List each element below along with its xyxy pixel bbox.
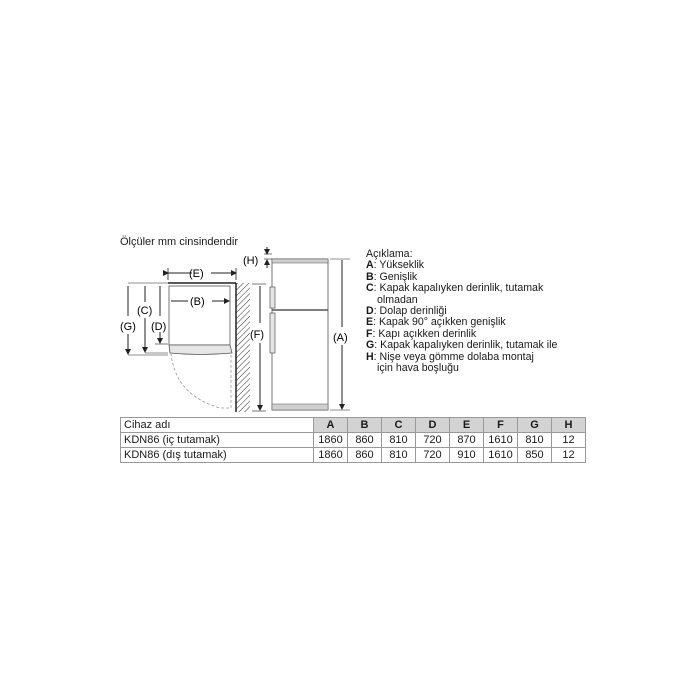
legend-item-c: C : Kapak kapalıyken derinlik, tutamak bbox=[366, 282, 544, 295]
header-h: H bbox=[552, 418, 586, 433]
table-row bbox=[121, 448, 586, 463]
cell-device-name: KDN86 (dış tutamak) bbox=[121, 448, 314, 463]
cell-b: 860 bbox=[348, 448, 382, 463]
legend-item-g: G : Kapak kapalıyken derinlik, tutamak ile bbox=[366, 339, 558, 352]
cell-g: 810 bbox=[518, 433, 552, 448]
cell-e: 870 bbox=[450, 433, 484, 448]
label-e: (E) bbox=[189, 268, 204, 280]
cell-c: 810 bbox=[382, 448, 416, 463]
legend-item-b: B : Genişlik bbox=[366, 270, 418, 283]
legend-item-h: H : Nişe veya gömme dolaba montaj bbox=[366, 350, 534, 363]
header-g: G bbox=[518, 418, 552, 433]
header-c: C bbox=[382, 418, 416, 433]
header-f: F bbox=[484, 418, 518, 433]
cell-c: 810 bbox=[382, 433, 416, 448]
cell-h: 12 bbox=[552, 448, 586, 463]
cell-h: 12 bbox=[552, 433, 586, 448]
table-header-row bbox=[121, 418, 586, 433]
legend-item-f: F : Kapı açıkken derinlik bbox=[366, 327, 477, 340]
cell-f: 1610 bbox=[484, 448, 518, 463]
label-b: (B) bbox=[190, 296, 205, 308]
cell-f: 1610 bbox=[484, 433, 518, 448]
units-note: Ölçüler mm cinsindendir bbox=[120, 236, 238, 248]
label-h: (H) bbox=[243, 255, 259, 267]
cell-device-name: KDN86 (iç tutamak) bbox=[121, 433, 314, 448]
legend-item-e: E : Kapak 90° açıkken genişlik bbox=[366, 316, 506, 329]
cell-a: 1860 bbox=[314, 433, 348, 448]
legend-item-a: A : Yükseklik bbox=[366, 259, 425, 272]
header-b: B bbox=[348, 418, 382, 433]
label-f: (F) bbox=[250, 329, 265, 341]
header-e: E bbox=[450, 418, 484, 433]
legend-title: Açıklama: bbox=[366, 248, 413, 260]
table-row bbox=[121, 433, 586, 448]
legend-item-d: D : Dolap derinliği bbox=[366, 305, 447, 318]
legend-item-c-cont: olmadan bbox=[377, 293, 418, 306]
cell-b: 860 bbox=[348, 433, 382, 448]
legend bbox=[366, 249, 557, 374]
legend-item-h-cont: için hava boşluğu bbox=[377, 362, 459, 375]
cell-a: 1860 bbox=[314, 448, 348, 463]
cell-g: 850 bbox=[518, 448, 552, 463]
header-a: A bbox=[314, 418, 348, 433]
label-d: (D) bbox=[151, 321, 167, 333]
dimensions-table bbox=[120, 417, 586, 463]
front-view bbox=[264, 247, 350, 410]
header-device-name: Cihaz adı bbox=[121, 418, 314, 433]
cell-d: 720 bbox=[416, 448, 450, 463]
header-d: D bbox=[416, 418, 450, 433]
plan-view bbox=[128, 268, 266, 412]
cell-e: 910 bbox=[450, 448, 484, 463]
label-c: (C) bbox=[137, 305, 153, 317]
cell-d: 720 bbox=[416, 433, 450, 448]
label-g: (G) bbox=[120, 321, 136, 333]
label-a: (A) bbox=[333, 332, 348, 344]
